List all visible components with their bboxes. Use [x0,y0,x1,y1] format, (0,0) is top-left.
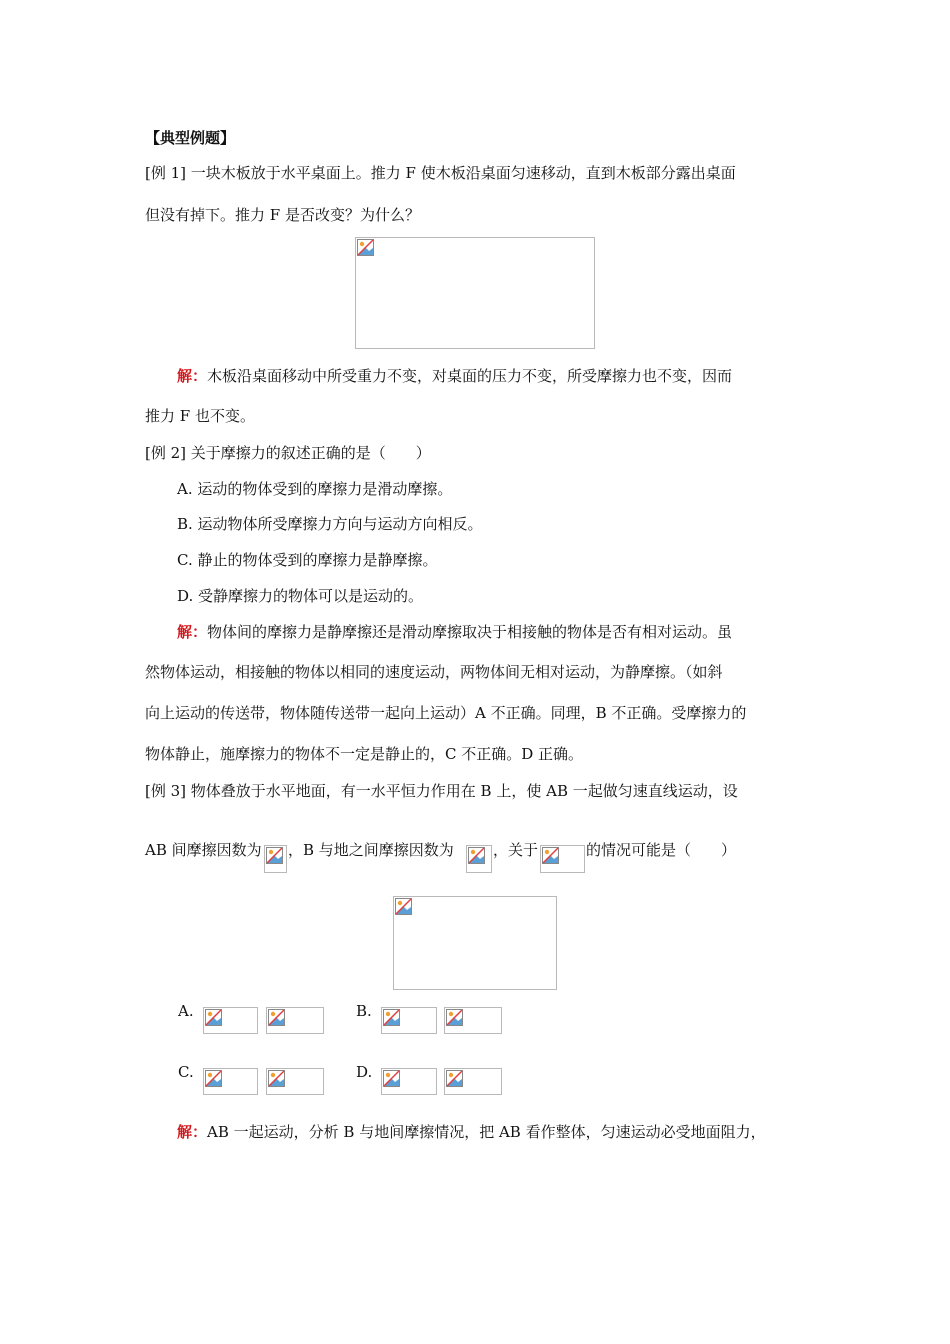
example-3-seg-3: ，关于 [493,841,539,859]
option-d-image-2 [444,1068,502,1095]
option-d-image-1 [381,1068,437,1095]
example-2-option-a: A. 运动的物体受到的摩擦力是滑动摩擦。 [177,480,453,498]
example-2-option-d: D. 受静摩擦力的物体可以是运动的。 [177,587,424,605]
solution-2-line-1 [177,622,732,642]
example-2-option-c: C. 静止的物体受到的摩擦力是静摩擦。 [177,551,438,569]
example-2-question: [例 2] 关于摩擦力的叙述正确的是（ ） [145,444,431,462]
broken-image-icon [446,1009,463,1026]
option-b-image-1 [381,1007,437,1034]
solution-label: 解： [177,367,208,385]
solution-2-line-4: 物体静止，施摩擦力的物体不一定是静止的，C 不正确。D 正确。 [145,745,584,763]
example-1-line-2: 但没有掉下。推力 F 是否改变？为什么？ [145,206,420,224]
option-a-image-1 [203,1007,258,1034]
broken-image-icon [266,847,283,864]
broken-image-icon [383,1009,400,1026]
broken-image-icon [205,1009,222,1026]
mu2-formula-image [466,845,492,873]
example-3-seg-1: AB 间摩擦因数为 [145,841,262,859]
option-b-image-2 [444,1007,502,1034]
example-3-line-1: [例 3] 物体叠放于水平地面，有一水平恒力作用在 B 上，使 AB 一起做匀速直线运动，设 [145,782,738,800]
example-3-seg-4: 的情况可能是（ ） [586,841,737,859]
broken-image-icon [268,1070,285,1087]
mu1-formula-image [264,845,287,873]
solution-2-line-3: 向上运动的传送带，物体随传送带一起向上运动）A 不正确。同理，B 不正确。受摩擦力的 [145,704,747,722]
example-1-figure [355,237,595,349]
option-c-image-1 [203,1068,258,1095]
solution-3-line-1 [177,1122,766,1142]
broken-image-icon [205,1070,222,1087]
broken-image-icon [357,239,374,256]
solution-label: 解： [177,1123,208,1141]
example-1-line-1: [例 1] 一块木板放于水平桌面上。推力 F 使木板沿桌面匀速移动，直到木板部分露出桌面 [145,164,736,182]
example-3-option-c-label: C. [178,1063,194,1081]
section-title: 【典型例题】 [145,129,236,147]
solution-1-text: 木板沿桌面移动中所受重力不变，对桌面的压力不变，所受摩擦力也不变，因而 [207,367,733,385]
option-c-image-2 [266,1068,324,1095]
example-2-option-b: B. 运动物体所受摩擦力方向与运动方向相反。 [177,515,483,533]
broken-image-icon [542,847,559,864]
example-3-option-d-label: D. [356,1063,373,1081]
mu1-mu2-formula-image [540,845,585,873]
example-3-option-a-label: A. [178,1002,194,1020]
example-3-seg-2: ，B 与地之间摩擦因数为 [288,841,454,859]
example-3-figure [393,896,557,990]
example-3-option-b-label: B. [356,1002,372,1020]
solution-3-text: AB 一起运动，分析 B 与地间摩擦情况，把 AB 看作整体，匀速运动必受地面阻力， [207,1123,766,1141]
broken-image-icon [268,1009,285,1026]
solution-1-line-1 [177,366,732,386]
broken-image-icon [395,898,412,915]
option-a-image-2 [266,1007,324,1034]
solution-2-text: 物体间的摩擦力是静摩擦还是滑动摩擦取决于相接触的物体是否有相对运动。虽 [207,623,733,641]
broken-image-icon [468,847,485,864]
solution-1-line-2: 推力 F 也不变。 [145,407,255,425]
solution-2-line-2: 然物体运动，相接触的物体以相同的速度运动，两物体间无相对运动，为静摩擦。（如斜 [145,663,723,681]
broken-image-icon [383,1070,400,1087]
solution-label: 解： [177,623,208,641]
broken-image-icon [446,1070,463,1087]
